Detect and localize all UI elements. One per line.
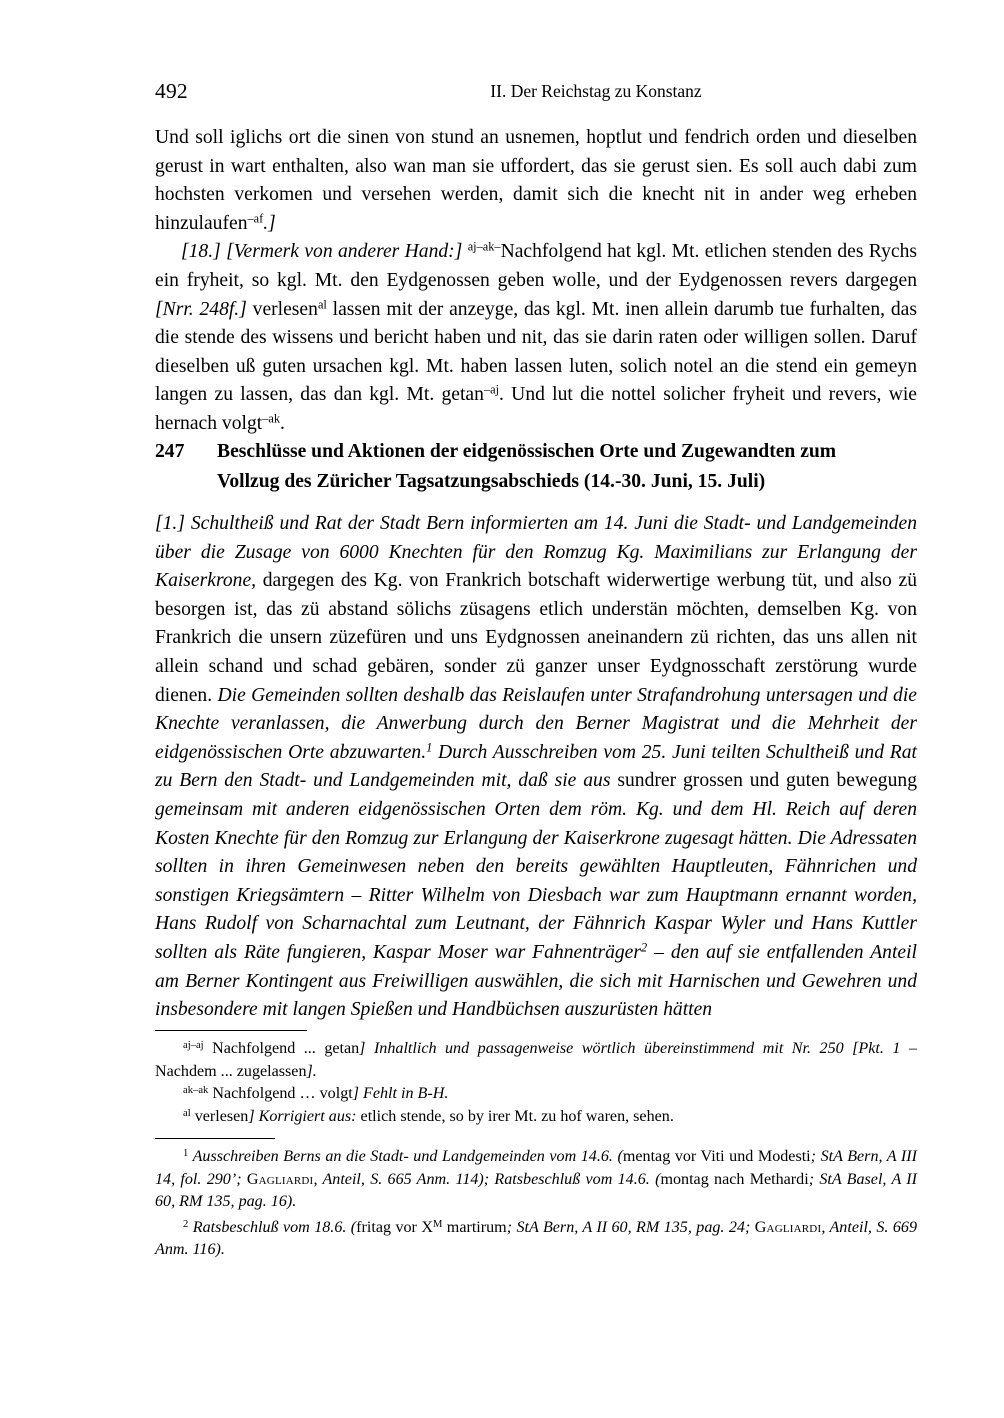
apparatus-lemma: verlesen (190, 1107, 249, 1125)
section-title-line-2: Vollzug des Züricher Tagsatzungsabschieds (14.-30. Juni, 15. Juli) (217, 470, 766, 492)
regest-seg-4: Durch Ausschreiben vom 25. Juni teilten Schultheiß und Rat zu Bern den Stadt- und Landgemeinden mit, daß sie aus (155, 741, 917, 792)
footnote-1-seg-c: ; StA Bern, A III 14, fol. 290’; (155, 1148, 917, 1188)
regest-seg-5-source-quote: sundrer grossen und guten bewegung (610, 770, 917, 792)
footnote-marker-2: 2 (640, 940, 648, 955)
regest-paragraph (155, 510, 917, 1025)
regest-seg-6: gemeinsam mit anderen eidgenössischen Orten dem röm. Kg. und dem Hl. Reich auf deren Kosten Knechte für den Romzug zur Erlangung der Kaiserkrone zugesagt hätten. Die Adressaten sollten in ihren Gemeinwesen neben den bereits gewählten Hauptleuten, Fähnrichen und sonstigen Kriegsämtern – Ritter Wilhelm von Diesbach war zum Hauptmann ernannt worden, Hans Rudolf von Scharnachtal zum Leutnant, der Fähnrich Kaspar Wyler und Hans Kuttler sollten als Räte fungieren, Kaspar Moser war Fahnenträger (155, 798, 917, 963)
apparatus-marker: ak–ak (183, 1085, 209, 1097)
apparatus-comment-roman: Nachdem ... zugelassen (155, 1062, 307, 1080)
apparatus-rule (155, 1030, 307, 1031)
para18-text-c: lassen mit der anzeyge, das kgl. Mt. inen allein darumb tue furhalten, das die stende des wissens und bericht haben und nit, das sie darin raten oder willigen sollen. Daruf dieselben uß guten ursachen kgl. Mt. haben lassen luten, solich notel an die stend ein gemeyn langen zu lassen, das dan kgl. Mt. getan (155, 298, 918, 406)
footnote-2-seg-b: fritag vor X (356, 1218, 433, 1236)
footnote-marker-1: 1 (426, 740, 433, 755)
regest-seg-7: – den auf sie entfallenden Anteil am Berner Kontingent aus Freiwilligen auswählen, die sich mit Harnischen und Gewehren und insbesondere mit langen Spießen und Handbüchsen auszurüsten hätten (155, 941, 917, 1021)
apparatus-bracket: ] (352, 1085, 359, 1103)
footnote-2-seg-d: , Anteil, S. 669 Anm. 116). (155, 1218, 917, 1259)
footnote-2-seg-b2: martirum (442, 1218, 507, 1236)
apparatus-bracket: ] (248, 1107, 255, 1125)
footnote-1-seg-d: , Anteil, S. 665 Anm. 114); Ratsbeschluß vom 14.6. ( (313, 1170, 661, 1188)
critical-apparatus (155, 1030, 917, 1128)
paragraph-18 (155, 238, 917, 438)
page-number: 492 (155, 79, 188, 103)
footnote-1-seg-b: mentag vor Viti und Modesti (622, 1148, 811, 1165)
footnote-1 (155, 1146, 917, 1214)
section-heading (155, 437, 917, 496)
apparatus-entry (155, 1083, 917, 1106)
apparatus-comment: Inhaltlich und passagenweise wörtlich übereinstimmend mit Nr. 250 [Pkt. 1 – (365, 1040, 917, 1057)
variant-marker-aj-close: –aj (483, 382, 499, 397)
footnote-1-seg-f: ; StA Basel, A II 60, RM 135, pag. 16). (155, 1170, 917, 1211)
footnote-1-author: Gagliardi (246, 1170, 314, 1188)
para18-text-b: verlesen (246, 298, 318, 320)
apparatus-comment: Fehlt in B-H. (358, 1085, 449, 1103)
variant-marker-af: –af (247, 211, 264, 226)
variant-marker-al: al (317, 297, 327, 312)
variant-marker-ak-close: –ak (262, 411, 280, 426)
footnote-1-seg-a: Ausschreiben Berns an die Stadt- und Landgemeinden vom 14.6. ( (188, 1148, 623, 1165)
footnote-2 (155, 1217, 917, 1262)
para18-text-a: Nachfolgend hat kgl. Mt. etlichen stenden des Rychs ein fryheit, so kgl. Mt. den Eydgenossen geben wolle, und der Eydgenossen revers dargegen (155, 241, 917, 291)
para1-text-a: Und soll iglichs ort die sinen von stund an usnemen, hoptlut und fendrich orden und dieselben gerust in wart enthalten, also wan man sie uffordert, das sie gerust sien. Es soll auch dabi zum hochsten verkomen und versehen werden, damit sich die knecht nit in ander weg erheben hinzulaufen (155, 127, 917, 234)
regest-block (155, 510, 917, 1025)
apparatus-comment: Korrigiert aus: (254, 1107, 357, 1125)
apparatus-entry (155, 1038, 917, 1083)
footnote-rule (155, 1138, 275, 1139)
footnotes (155, 1138, 917, 1265)
para18-label: [18.] [Vermerk von anderer Hand:] (181, 241, 463, 263)
apparatus-marker: al (183, 1107, 191, 1119)
apparatus-bracket: ] (359, 1040, 366, 1057)
footnote-2-seg-c: ; StA Bern, A II 60, RM 135, pag. 24; (506, 1218, 755, 1236)
section-title-line-1: Beschlüsse und Aktionen der eidgenössischen Orte und Zugewandten zum (217, 441, 837, 462)
footnote-number: 1 (183, 1147, 189, 1159)
paragraph-continuation (155, 124, 917, 238)
running-title: II. Der Reichstag zu Konstanz (490, 81, 702, 101)
variant-marker-aj-ak: aj–ak– (467, 239, 501, 254)
main-text-block (155, 124, 917, 439)
para18-text-e: . (280, 412, 285, 434)
apparatus-lemma: Nachfolgend … volgt (208, 1085, 353, 1103)
apparatus-lemma: Nachfolgend ... getan (203, 1040, 360, 1057)
footnote-number: 2 (183, 1218, 189, 1230)
regest-seg-2-source-quote: dargegen des Kg. von Frankrich botschaft widerwertige werbung tüt, und also zü besorgen ist, das zü abstand sölichs züsagens etlich understän möchten, demselben Kg. von Frankrich die unsern züzefüren und uns Eydgnossen aneinandern zü richten, das uns allen nit allein schand und schad gebären, sonder zü ganzer unser Eydgnosschaft zerstörung wurde dienen. (155, 570, 917, 706)
para18-text-d: . Und lut die nottel solicher fryheit und revers, wie hernach volgt (155, 384, 917, 434)
apparatus-tail: ]. (306, 1062, 317, 1080)
running-head (155, 78, 917, 104)
apparatus-comment-roman: etlich stende, so by irer Mt. zu hof waren, sehen. (356, 1107, 674, 1125)
apparatus-entry (155, 1106, 917, 1129)
section-number: 247 (155, 441, 185, 462)
footnote-2-seg-a: Ratsbeschluß vom 18.6. ( (188, 1218, 357, 1236)
apparatus-marker: aj–aj (183, 1039, 204, 1051)
para1-text-b: .] (263, 212, 276, 234)
footnote-2-superscript-m: M (432, 1218, 443, 1230)
regest-seg-3: Die Gemeinden sollten deshalb das Reislaufen unter Strafandrohung untersagen und die Knechte veranlassen, die Anwerbung durch den Berner Magistrat und die Mehrheit der eidgenössischen Orte abzuwarten. (155, 684, 917, 763)
footnote-2-author: Gagliardi (754, 1218, 822, 1236)
footnote-1-seg-e: montag nach Methardi (660, 1170, 809, 1188)
regest-seg-1: [1.] Schultheiß und Rat der Stadt Bern informierten am 14. Juni die Stadt- und Landgemeinden über die Zusage von 6000 Knechten für den Romzug Kg. Maximilians zur Erlangung der Kaiserkrone, (155, 513, 917, 592)
cross-reference-nrr: [Nrr. 248f.] (155, 298, 247, 320)
section-title (217, 437, 917, 496)
